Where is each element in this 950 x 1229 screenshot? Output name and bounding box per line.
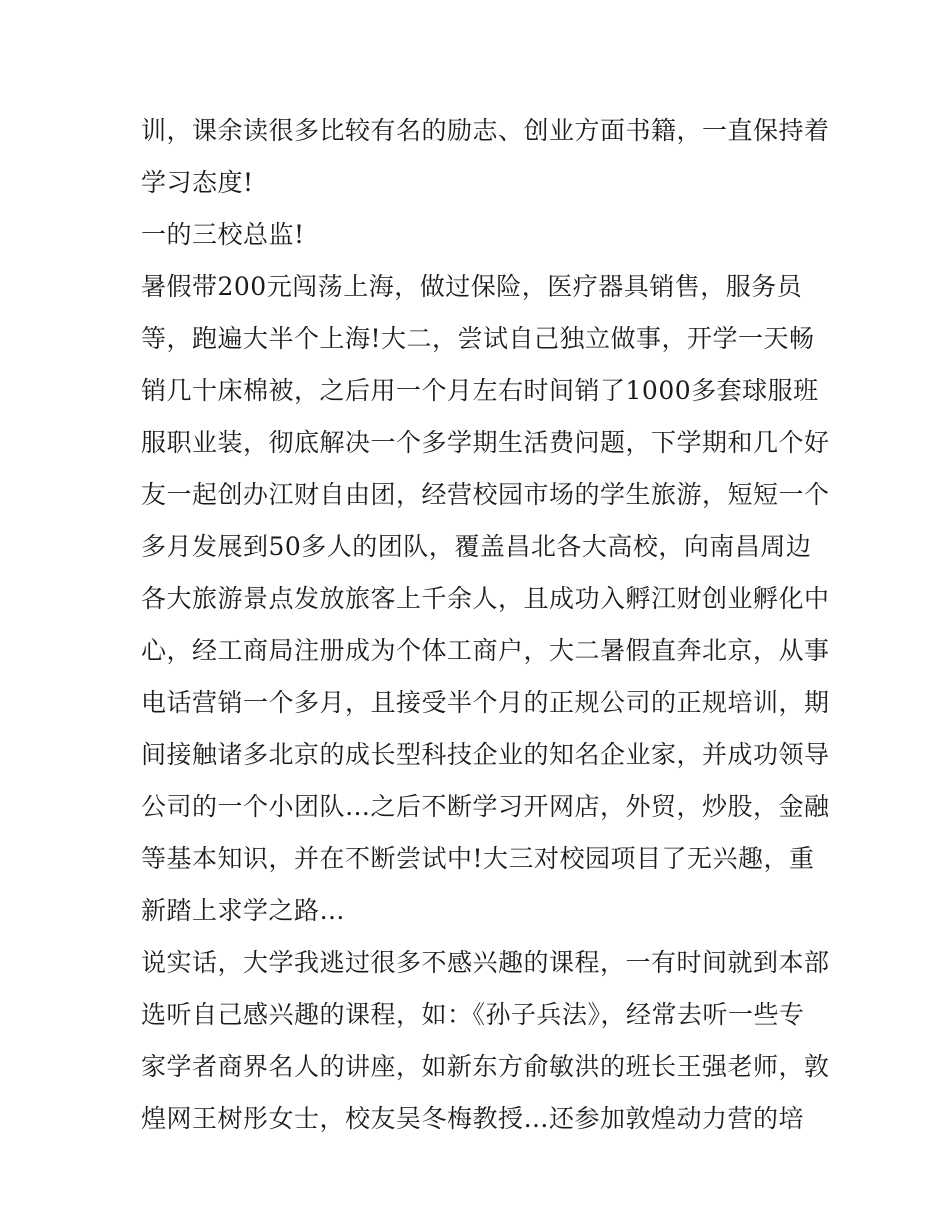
text-line: 各大旅游景点发放旅客上千余人，且成功入孵江财创业孵化中: [141, 584, 830, 613]
text-line: 公司的一个小团队…之后不断学习开网店，外贸，炒股，金融: [141, 792, 830, 821]
text-line: 心，经工商局注册成为个体工商户，大二暑假直奔北京，从事: [141, 636, 830, 665]
text-line: 学习态度!: [141, 168, 254, 197]
text-line: 多月发展到50多人的团队，覆盖昌北各大高校，向南昌周边: [141, 532, 812, 561]
text-line: 间接触诸多北京的成长型科技企业的知名企业家，并成功领导: [141, 740, 830, 769]
text-line: 一的三校总监!: [141, 220, 305, 249]
text-line: 等，跑遍大半个上海!大二，尝试自己独立做事，开学一天畅: [141, 324, 815, 353]
text-line: 等基本知识，并在不断尝试中!大三对校园项目了无兴趣，重: [141, 844, 815, 873]
text-line: 煌网王树彤女士，校友吴冬梅教授…还参加敦煌动力营的培: [141, 1104, 805, 1133]
text-line: 新踏上求学之路…: [141, 896, 346, 925]
text-line: 电话营销一个多月，且接受半个月的正规公司的正规培训，期: [141, 688, 830, 717]
text-line: 暑假带200元闯荡上海，做过保险，医疗器具销售，服务员: [141, 272, 803, 301]
body-text: [141, 105, 830, 1145]
text-line: 销几十床棉被，之后用一个月左右时间销了1000多套球服班: [141, 376, 819, 405]
text-line: 训，课余读很多比较有名的励志、创业方面书籍，一直保持着: [141, 116, 830, 145]
text-line: 选听自己感兴趣的课程，如：《孙子兵法》，经常去听一些专: [141, 1000, 805, 1029]
text-line: 服职业装，彻底解决一个多学期生活费问题，下学期和几个好: [141, 428, 830, 457]
text-line: 家学者商界名人的讲座，如新东方俞敏洪的班长王强老师，敦: [141, 1052, 830, 1081]
text-line: 说实话，大学我逃过很多不感兴趣的课程，一有时间就到本部: [141, 948, 830, 977]
text-line: 友一起创办江财自由团，经营校园市场的学生旅游，短短一个: [141, 480, 830, 509]
